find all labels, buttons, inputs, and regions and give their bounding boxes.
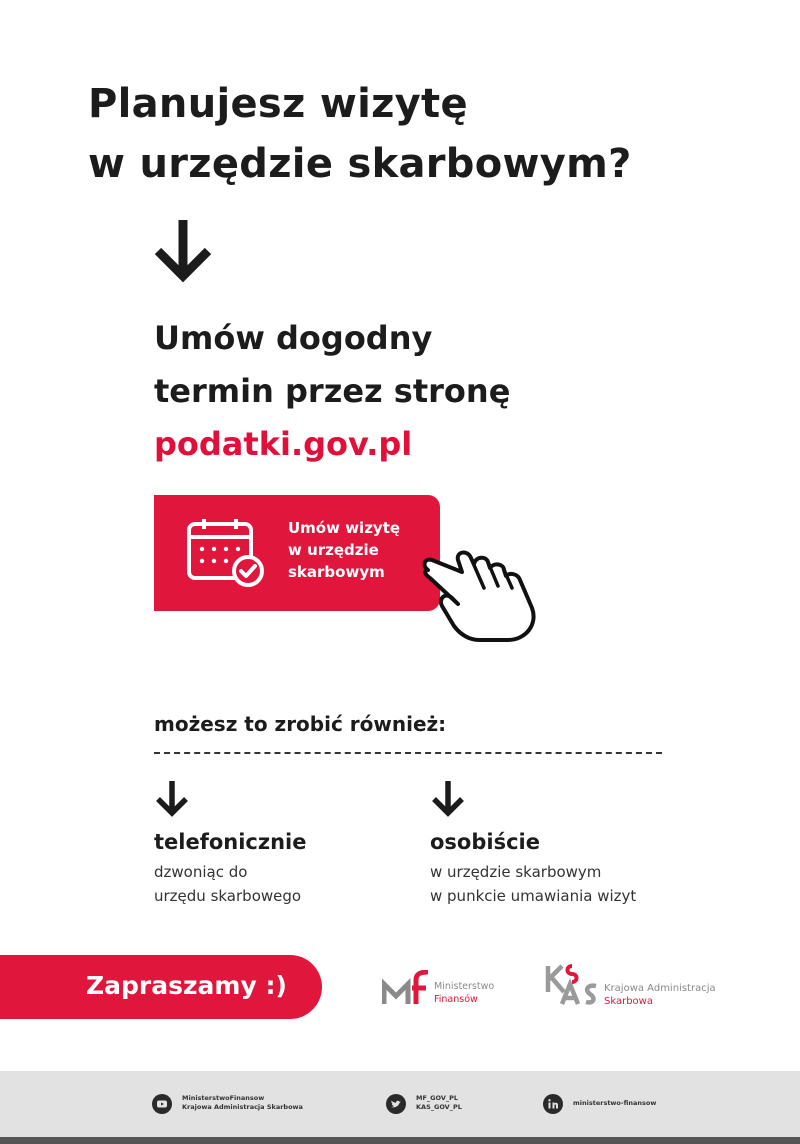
also-heading: możesz to zrobić również: <box>154 712 447 736</box>
dashed-divider <box>154 752 662 754</box>
arrow-down-icon <box>152 218 214 284</box>
headline <box>88 74 632 194</box>
kas-logo <box>544 962 600 1006</box>
podatki-link[interactable]: podatki.gov.pl <box>154 425 413 463</box>
headline-line-1: Planujesz wizytę <box>88 81 468 127</box>
ministry-of-finance-name: Ministerstwo Finansów <box>434 981 495 1005</box>
arrow-down-icon <box>430 780 466 818</box>
option-in-person-title: osobiście <box>430 830 540 854</box>
kas-name: Krajowa Administracja Skarbowa <box>604 983 716 1007</box>
book-visit-label: Umów wizytę w urzędzie skarbowym <box>288 519 401 581</box>
invite-text: Zapraszamy :) <box>86 971 287 1000</box>
book-visit-button[interactable] <box>154 495 440 611</box>
option-in-person-desc: w urzędzie skarbowym w punkcie umawiania wizyt <box>430 863 637 905</box>
linkedin-icon[interactable] <box>543 1094 563 1114</box>
option-phone-desc: dzwoniąc do urzędu skarbowego <box>154 863 302 905</box>
invite-banner <box>0 955 322 1019</box>
option-phone-title: telefonicznie <box>154 830 307 854</box>
footer-bottom-bar <box>0 1137 800 1144</box>
lead-line-2: termin przez stronę <box>154 372 511 410</box>
lead-text <box>154 312 510 471</box>
youtube-icon[interactable] <box>152 1094 172 1114</box>
ministry-of-finance-logo <box>382 970 432 1006</box>
headline-line-2: w urzędzie skarbowym? <box>88 141 632 187</box>
arrow-down-icon <box>154 780 190 818</box>
twitter-icon[interactable] <box>386 1094 406 1114</box>
twitter-handle[interactable]: MF_GOV_PL KAS_GOV_PL <box>416 1094 462 1111</box>
youtube-handle[interactable]: MinisterstwoFinansow Krajowa Administracja Skarbowa <box>182 1094 303 1111</box>
pointing-hand-icon <box>418 540 540 644</box>
lead-line-1: Umów dogodny <box>154 319 433 357</box>
linkedin-handle[interactable]: ministerstwo-finansow <box>573 1099 657 1107</box>
calendar-check-icon <box>186 519 266 589</box>
footer <box>0 1071 800 1144</box>
